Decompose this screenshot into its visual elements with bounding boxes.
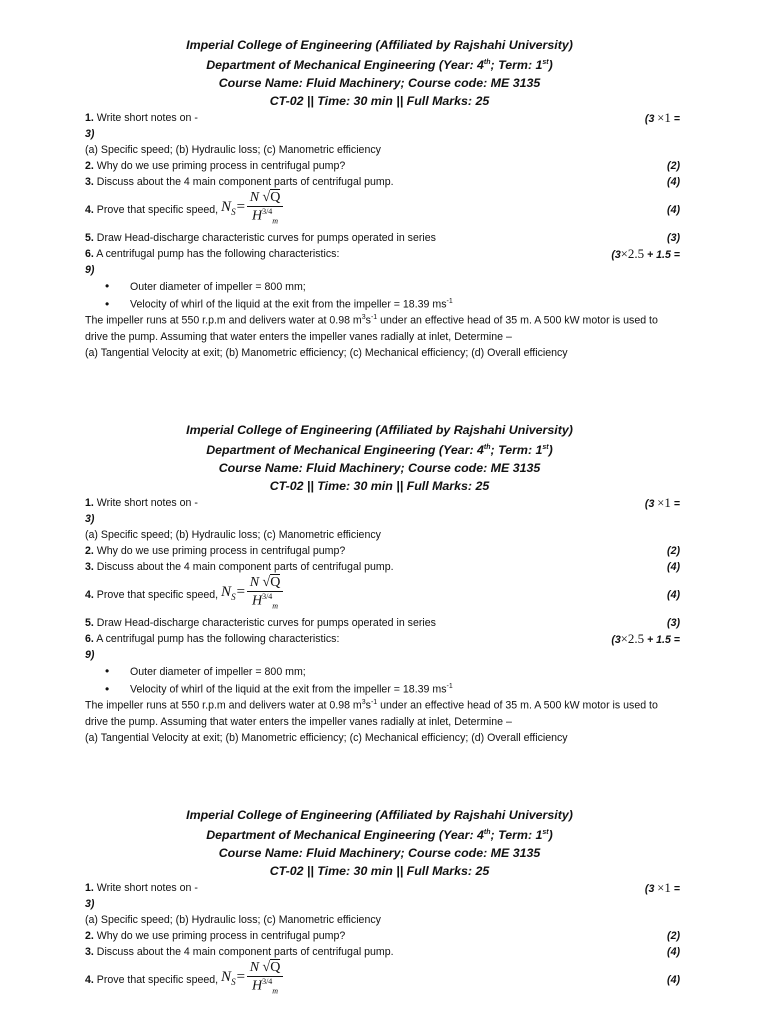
question-5: 5. Draw Head-discharge characteristic curves for pumps operated in series (3) <box>85 617 680 630</box>
question-1-parts: (a) Specific speed; (b) Hydraulic loss; (c) Manometric efficiency <box>85 529 381 542</box>
question-1-parts: (a) Specific speed; (b) Hydraulic loss; (c) Manometric efficiency <box>85 144 381 157</box>
question-5-marks: (3) <box>667 232 680 245</box>
department-line: Department of Mechanical Engineering (Year: 4th; Term: 1st) <box>206 58 553 73</box>
question-4: 4. Prove that specific speed, $N_S=$ $\frac{N √Q}{H^{3/4}_m}$ (4) <box>85 960 680 1000</box>
question-6-description: The impeller runs at 550 r.p.m and delivers water at 0.98 $m^3s^{-1}$ under an effective head of 35 m. A 500 kW motor is used to drive the pump. Assuming that water enters the impeller vanes radially at inlet, Determine – <box>85 699 658 728</box>
question-sheet-2 <box>85 421 680 746</box>
specific-speed-formula: $N_S=$ $\frac{N √Q}{H^{3/4}_m}$ <box>221 961 283 995</box>
question-3-marks: (4) <box>667 561 680 574</box>
course-line: Course Name: Fluid Machinery; Course code: ME 3135 <box>218 846 541 861</box>
bullet-outer-diameter: • Outer diameter of impeller = 800 mm; <box>105 664 306 679</box>
question-6-parts: (a) Tangential Velocity at exit; (b) Manometric efficiency; (c) Mechanical efficiency; (d) Overall efficiency <box>85 346 568 359</box>
question-3: 3. Discuss about the 4 main component parts of centrifugal pump. (4) <box>85 946 680 959</box>
question-5: 5. Draw Head-discharge characteristic curves for pumps operated in series (3) <box>85 232 680 245</box>
bullet-whirl-velocity: • Velocity of whirl of the liquid at the exit from the impeller = 18.39 $ms^{-1}$ <box>105 296 453 311</box>
question-5-marks: (3) <box>667 617 680 630</box>
college-title: Imperial College of Engineering (Affiliated by Rajshahi University) <box>186 38 573 52</box>
question-6: 6. A centrifugal pump has the following characteristics: (3×2.5 + 1.5 = <box>85 631 680 647</box>
question-1: 1. Write short notes on - (3 ×1 = <box>85 880 680 896</box>
question-1-parts: (a) Specific speed; (b) Hydraulic loss; (c) Manometric efficiency <box>85 914 381 927</box>
test-info-line: CT-02 || Time: 30 min || Full Marks: 25 <box>269 94 490 109</box>
department-line: Department of Mechanical Engineering (Year: 4th; Term: 1st) <box>206 443 553 458</box>
test-info-line: CT-02 || Time: 30 min || Full Marks: 25 <box>269 479 490 494</box>
question-3-marks: (4) <box>667 176 680 189</box>
question-1: 1. Write short notes on - (3 ×1 = <box>85 495 680 511</box>
course-line: Course Name: Fluid Machinery; Course code: ME 3135 <box>218 76 541 91</box>
question-3: 3. Discuss about the 4 main component parts of centrifugal pump. (4) <box>85 176 680 189</box>
question-1-marks-cont: 3) <box>85 513 95 526</box>
bullet-whirl-velocity: • Velocity of whirl of the liquid at the exit from the impeller = 18.39 $ms^{-1}$ <box>105 681 453 696</box>
question-sheet-3 <box>85 806 680 1000</box>
question-2: 2. Why do we use priming process in centrifugal pump? (2) <box>85 160 680 173</box>
question-3-marks: (4) <box>667 946 680 959</box>
question-2-marks: (2) <box>667 930 680 943</box>
question-4: 4. Prove that specific speed, $N_S=$ $\frac{N √Q}{H^{3/4}_m}$ (4) <box>85 190 680 230</box>
specific-speed-formula: $N_S=$ $\frac{N √Q}{H^{3/4}_m}$ <box>221 576 283 610</box>
question-4-marks: (4) <box>667 204 680 217</box>
question-6-marks-cont: 9) <box>85 649 95 662</box>
question-6-marks: (3×2.5 + 1.5 = <box>611 246 680 262</box>
question-2-marks: (2) <box>667 160 680 173</box>
question-2: 2. Why do we use priming process in centrifugal pump? (2) <box>85 930 680 943</box>
question-4-marks: (4) <box>667 589 680 602</box>
question-4-marks: (4) <box>667 974 680 987</box>
college-title: Imperial College of Engineering (Affiliated by Rajshahi University) <box>186 423 573 437</box>
question-2: 2. Why do we use priming process in centrifugal pump? (2) <box>85 545 680 558</box>
bullet-outer-diameter: • Outer diameter of impeller = 800 mm; <box>105 279 306 294</box>
question-sheet-1 <box>85 36 680 361</box>
question-6-marks-cont: 9) <box>85 264 95 277</box>
course-line: Course Name: Fluid Machinery; Course code: ME 3135 <box>218 461 541 476</box>
question-1: 1. Write short notes on - (3 ×1 = <box>85 110 680 126</box>
question-1-marks-cont: 3) <box>85 128 95 141</box>
question-1-marks-cont: 3) <box>85 898 95 911</box>
question-6-marks: (3×2.5 + 1.5 = <box>611 631 680 647</box>
question-1-marks: (3 ×1 = <box>644 495 680 511</box>
question-6-parts: (a) Tangential Velocity at exit; (b) Manometric efficiency; (c) Mechanical efficiency; (d) Overall efficiency <box>85 731 568 744</box>
college-title: Imperial College of Engineering (Affiliated by Rajshahi University) <box>186 808 573 822</box>
question-1-marks: (3 ×1 = <box>644 110 680 126</box>
question-2-marks: (2) <box>667 545 680 558</box>
specific-speed-formula: $N_S=$ $\frac{N √Q}{H^{3/4}_m}$ <box>221 191 283 225</box>
question-1-marks: (3 ×1 = <box>644 880 680 896</box>
department-line: Department of Mechanical Engineering (Year: 4th; Term: 1st) <box>206 828 553 843</box>
test-info-line: CT-02 || Time: 30 min || Full Marks: 25 <box>269 864 490 879</box>
question-3: 3. Discuss about the 4 main component parts of centrifugal pump. (4) <box>85 561 680 574</box>
question-6-description: The impeller runs at 550 r.p.m and delivers water at 0.98 $m^3s^{-1}$ under an effective head of 35 m. A 500 kW motor is used to drive the pump. Assuming that water enters the impeller vanes radially at inlet, Determine – <box>85 314 658 343</box>
question-4: 4. Prove that specific speed, $N_S=$ $\frac{N √Q}{H^{3/4}_m}$ (4) <box>85 575 680 615</box>
question-6: 6. A centrifugal pump has the following characteristics: (3×2.5 + 1.5 = <box>85 246 680 262</box>
